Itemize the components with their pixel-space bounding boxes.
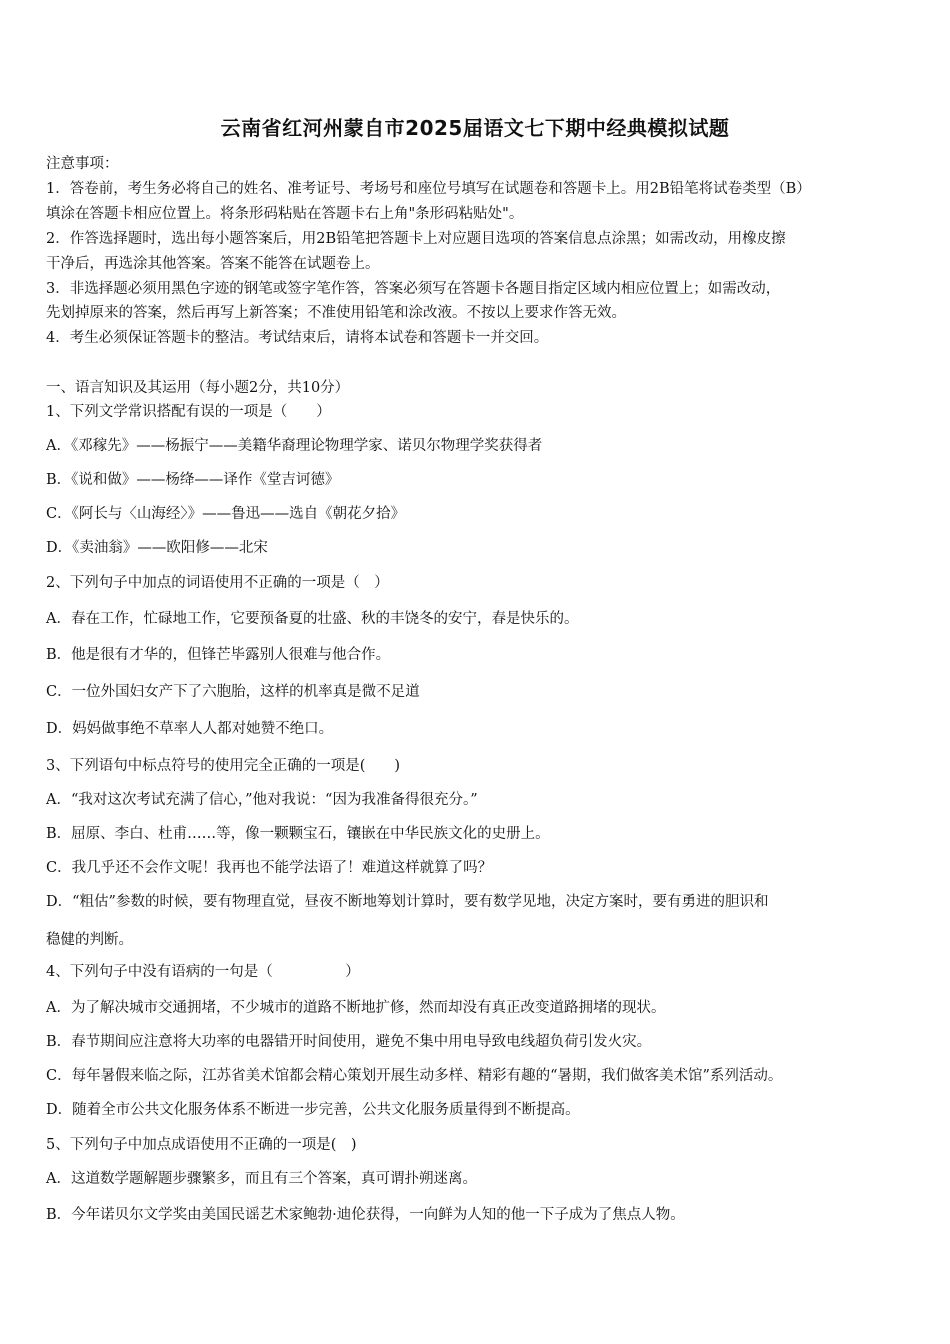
- notice-line: 先划掉原来的答案，然后再写上新答案；不准使用铅笔和涂改液。不按以上要求作答无效。: [46, 305, 626, 321]
- option-d: D．“粗估”参数的时候，要有物理直觉，昼夜不断地筹划计算时，要有数学见地，决定方案时，要有勇进的胆识和: [46, 894, 769, 910]
- option-b: B．他是很有才华的，但锋芒毕露别人很难与他合作。: [46, 647, 391, 663]
- section-heading: 一、语言知识及其运用（每小题2分，共10分）: [46, 380, 350, 396]
- option-b: B．春节期间应注意将大功率的电器错开时间使用，避免不集中用电导致电线超负荷引发火灾。: [46, 1034, 652, 1050]
- notice-line: 填涂在答题卡相应位置上。将条形码粘贴在答题卡右上角"条形码粘贴处"。: [46, 206, 524, 222]
- option-b: B．屈原、李白、杜甫……等，像一颗颗宝石，镶嵌在中华民族文化的史册上。: [46, 826, 550, 842]
- option-a: A．这道数学题解题步骤繁多，而且有三个答案，真可谓扑朔迷离。: [46, 1171, 477, 1187]
- option-c: C．我几乎还不会作文呢！我再也不能学法语了！难道这样就算了吗？: [46, 860, 493, 876]
- option-d: D．随着全市公共文化服务体系不断进一步完善，公共文化服务质量得到不断提高。: [46, 1102, 580, 1118]
- page-title: 云南省红河州蒙自市2025届语文七下期中经典模拟试题: [220, 116, 730, 140]
- option-b: B．《说和做》——杨绛——译作《堂吉诃德》: [46, 472, 340, 488]
- question-stem: 4、下列句子中没有语病的一句是（ ）: [46, 964, 360, 980]
- notice-line: 3．非选择题必须用黑色字迹的钢笔或签字笔作答，答案必须写在答题卡各题目指定区域内相应位置上；如需改动，: [46, 281, 781, 297]
- question-stem: 5、下列句子中加点成语使用不正确的一项是( ): [46, 1137, 357, 1153]
- question-stem: 2、下列句子中加点的词语使用不正确的一项是（ ）: [46, 575, 389, 591]
- option-a: A．《邓稼先》——杨振宁——美籍华裔理论物理学家、诺贝尔物理学奖获得者: [46, 438, 543, 454]
- option-a: A．“我对这次考试充满了信心，”他对我说：“因为我准备得很充分。”: [46, 792, 478, 808]
- option-a: A．为了解决城市交通拥堵，不少城市的道路不断地扩修，然而却没有真正改变道路拥堵的现状。: [46, 1000, 666, 1016]
- option-d: D．妈妈做事绝不草率人人都对她赞不绝口。: [46, 721, 334, 737]
- question-stem: 3、下列语句中标点符号的使用完全正确的一项是( ): [46, 758, 401, 774]
- option-c: C．一位外国妇女产下了六胞胎，这样的机率真是微不足道: [46, 684, 420, 700]
- notice-line: 2．作答选择题时，选出每小题答案后，用2B铅笔把答题卡上对应题目选项的答案信息点涂黑；如需改动，用橡皮擦: [46, 231, 786, 247]
- option-a: A．春在工作，忙碌地工作，它要预备夏的壮盛、秋的丰饶冬的安宁，春是快乐的。: [46, 611, 579, 627]
- notice-heading: 注意事项：: [46, 156, 119, 172]
- notice-line: 4．考生必须保证答题卡的整洁。考试结束后，请将本试卷和答题卡一并交回。: [46, 330, 549, 346]
- question-stem: 1、下列文学常识搭配有误的一项是（ ）: [46, 404, 331, 420]
- option-c: C．《阿长与〈山海经〉》——鲁迅——选自《朝花夕拾》: [46, 506, 406, 522]
- notice-line: 干净后，再选涂其他答案。答案不能答在试题卷上。: [46, 256, 380, 272]
- notice-line: 1．答卷前，考生务必将自己的姓名、准考证号、考场号和座位号填写在试题卷和答题卡上。用2B铅笔将试卷类型（B）: [46, 181, 811, 197]
- option-b: B．今年诺贝尔文学奖由美国民谣艺术家鲍勃·迪伦获得，一向鲜为人知的他一下子成为了焦点人物。: [46, 1207, 685, 1223]
- option-d: D．《卖油翁》——欧阳修——北宋: [46, 540, 268, 556]
- option-d-continued: 稳健的判断。: [46, 932, 133, 948]
- option-c: C．每年暑假来临之际，江苏省美术馆都会精心策划开展生动多样、精彩有趣的“暑期，我们做客美术馆”系列活动。: [46, 1068, 783, 1084]
